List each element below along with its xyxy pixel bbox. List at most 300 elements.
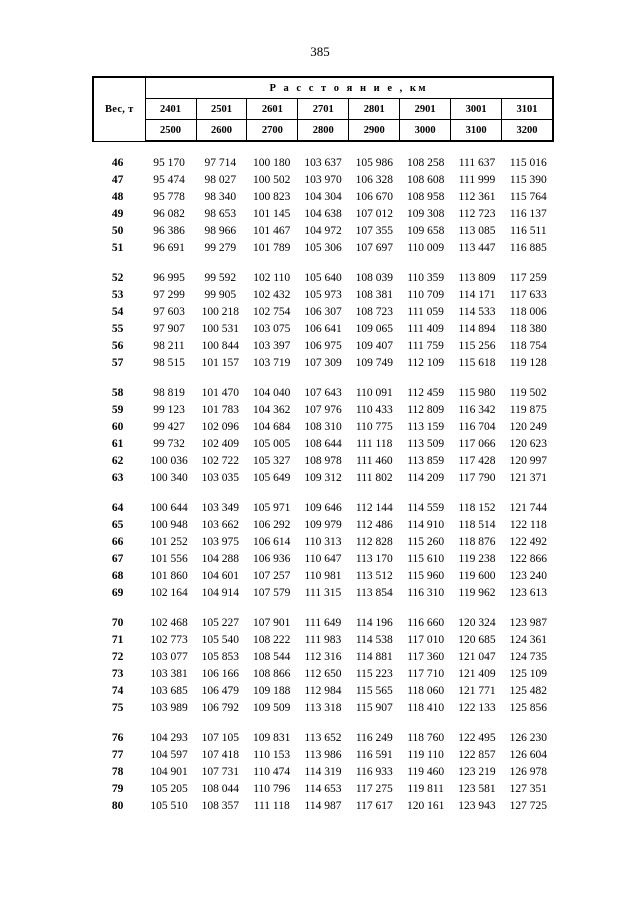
weight-cell: 64 (111, 502, 124, 514)
table-row (92, 189, 554, 206)
rate-cell: 105 640 (304, 272, 342, 284)
table-row (92, 172, 554, 189)
range-to-6: 3000 (400, 120, 451, 142)
rate-cell: 103 349 (201, 502, 240, 514)
rate-cell: 122 118 (509, 519, 547, 531)
rate-cell: 123 613 (509, 587, 548, 599)
rate-cell: 103 685 (150, 685, 188, 697)
rate-cell: 114 538 (355, 634, 393, 646)
table-header (92, 76, 554, 142)
rate-cell: 120 161 (406, 800, 445, 812)
range-from-8: 3101 (502, 99, 553, 120)
spacer-cell (92, 372, 554, 385)
rate-cell: 105 973 (304, 289, 342, 301)
rate-cell: 117 633 (509, 289, 547, 301)
rate-cell: 104 601 (201, 570, 240, 582)
rate-cell: 106 641 (304, 323, 342, 335)
rate-cell: 107 309 (304, 357, 342, 369)
rate-cell: 99 123 (153, 404, 185, 416)
rate-cell: 102 773 (150, 634, 188, 646)
rate-cell: 98 340 (204, 191, 237, 203)
rate-cell: 106 479 (201, 685, 240, 697)
weight-cell: 49 (111, 208, 124, 220)
rate-cell: 102 096 (201, 421, 240, 433)
rate-cell: 115 260 (407, 536, 445, 548)
rate-cell: 111 118 (253, 800, 290, 812)
weight-cell: 75 (111, 702, 124, 714)
table-row (92, 517, 554, 534)
table-row (92, 700, 554, 717)
rate-cell: 100 644 (150, 502, 188, 514)
rate-cell: 113 859 (407, 455, 445, 467)
rate-cell: 103 662 (201, 519, 240, 531)
weight-cell: 63 (111, 472, 124, 484)
rate-cell: 113 986 (304, 749, 342, 761)
rate-cell: 110 474 (253, 766, 291, 778)
weight-cell: 55 (111, 323, 124, 335)
rate-cell: 95 170 (153, 157, 185, 169)
rate-cell: 124 361 (509, 634, 548, 646)
rate-cell: 99 592 (204, 272, 237, 284)
rate-cell: 119 600 (458, 570, 496, 582)
range-to-7: 3100 (451, 120, 502, 142)
rate-cell: 102 754 (252, 306, 291, 318)
table-row (92, 730, 554, 747)
weight-cell: 68 (111, 570, 124, 582)
rate-cell: 115 960 (407, 570, 445, 582)
rate-cell: 101 467 (252, 225, 291, 237)
weight-cell: 78 (111, 766, 124, 778)
weight-cell: 61 (111, 438, 124, 450)
rate-cell: 104 288 (201, 553, 240, 565)
rate-cell: 113 170 (355, 553, 393, 565)
rate-cell: 101 252 (150, 536, 188, 548)
weight-cell: 46 (111, 157, 124, 169)
rate-cell: 104 972 (304, 225, 342, 237)
rate-cell: 103 035 (201, 472, 240, 484)
table-row (92, 632, 554, 649)
table-row (92, 206, 554, 223)
rate-cell: 119 460 (407, 766, 445, 778)
group-spacer (92, 717, 554, 730)
weight-cell: 54 (111, 306, 124, 318)
rate-cell: 117 259 (509, 272, 547, 284)
rate-cell: 111 759 (407, 340, 444, 352)
rate-cell: 97 907 (153, 323, 185, 335)
rate-cell: 120 997 (509, 455, 548, 467)
range-from-1: 2401 (145, 99, 196, 120)
rate-cell: 114 209 (407, 472, 445, 484)
rate-cell: 125 109 (509, 668, 548, 680)
rate-cell: 120 623 (509, 438, 548, 450)
range-from-7: 3001 (451, 99, 502, 120)
rate-cell: 115 618 (458, 357, 496, 369)
rate-cell: 117 428 (458, 455, 496, 467)
rate-cell: 118 760 (407, 732, 445, 744)
table-row (92, 385, 554, 402)
weight-cell: 66 (111, 536, 124, 548)
rate-cell: 112 459 (407, 387, 445, 399)
rate-cell: 97 714 (204, 157, 237, 169)
rate-cell: 108 866 (252, 668, 291, 680)
rate-cell: 116 704 (458, 421, 496, 433)
rate-cell: 103 637 (304, 157, 342, 169)
rate-cell: 108 258 (406, 157, 445, 169)
rate-cell: 102 110 (253, 272, 291, 284)
weight-column-header: Вес, т (93, 77, 145, 141)
rate-cell: 113 854 (355, 587, 393, 599)
weight-cell: 62 (111, 455, 124, 467)
rate-cell: 122 492 (509, 536, 548, 548)
rate-cell: 105 306 (304, 242, 342, 254)
rate-cell: 105 649 (252, 472, 291, 484)
rate-cell: 104 362 (252, 404, 291, 416)
rate-cell: 107 418 (201, 749, 240, 761)
rate-cell: 95 778 (153, 191, 185, 203)
rate-cell: 119 962 (458, 587, 496, 599)
rate-cell: 108 723 (355, 306, 394, 318)
rate-cell: 103 075 (252, 323, 291, 335)
rate-cell: 121 047 (458, 651, 496, 663)
rate-cell: 98 819 (153, 387, 185, 399)
spacer-cell (92, 717, 554, 730)
group-spacer (92, 257, 554, 270)
rate-cell: 113 447 (458, 242, 496, 254)
weight-cell: 70 (111, 617, 124, 629)
rate-cell: 115 390 (509, 174, 547, 186)
rate-cell: 103 719 (252, 357, 291, 369)
rate-cell: 108 039 (355, 272, 394, 284)
rate-cell: 105 986 (355, 157, 394, 169)
rate-cell: 102 722 (201, 455, 240, 467)
rate-cell: 116 137 (509, 208, 547, 220)
rate-cell: 107 257 (252, 570, 291, 582)
rate-cell: 117 617 (355, 800, 393, 812)
rate-cell: 103 077 (150, 651, 188, 663)
weight-cell: 79 (111, 783, 124, 795)
rate-cell: 122 133 (458, 702, 496, 714)
rate-cell: 110 091 (355, 387, 393, 399)
rate-cell: 105 327 (252, 455, 291, 467)
rate-cell: 116 885 (509, 242, 547, 254)
rate-cell: 115 764 (509, 191, 547, 203)
range-to-8: 3200 (502, 120, 553, 142)
rate-cell: 105 540 (201, 634, 240, 646)
rate-cell: 101 860 (150, 570, 188, 582)
table-row (92, 470, 554, 487)
rate-cell: 108 044 (201, 783, 240, 795)
rate-cell: 115 907 (355, 702, 393, 714)
weight-cell: 50 (111, 225, 124, 237)
rate-cell: 114 987 (304, 800, 342, 812)
rate-cell: 119 502 (509, 387, 547, 399)
rate-cell: 107 976 (304, 404, 342, 416)
rate-cell: 112 361 (458, 191, 496, 203)
spacer-cell (92, 487, 554, 500)
rate-cell: 124 735 (509, 651, 548, 663)
rate-cell: 110 359 (407, 272, 445, 284)
rate-cell: 113 509 (407, 438, 445, 450)
rate-cell: 95 474 (153, 174, 185, 186)
weight-cell: 60 (111, 421, 124, 433)
table-row (92, 321, 554, 338)
group-spacer (92, 602, 554, 615)
rate-cell: 103 970 (304, 174, 342, 186)
rate-cell: 110 433 (355, 404, 393, 416)
rate-cell: 114 910 (407, 519, 445, 531)
rate-cell: 117 275 (355, 783, 393, 795)
weight-cell: 56 (111, 340, 124, 352)
rate-cell: 96 386 (153, 225, 185, 237)
rate-cell: 106 614 (252, 536, 291, 548)
rate-cell: 125 482 (509, 685, 548, 697)
rate-cell: 107 731 (201, 766, 240, 778)
weight-cell: 80 (111, 800, 124, 812)
weight-cell: 47 (111, 174, 124, 186)
rate-cell: 110 647 (304, 553, 342, 565)
weight-cell: 51 (111, 242, 124, 254)
rate-cell: 97 603 (153, 306, 185, 318)
rate-cell: 106 670 (355, 191, 394, 203)
rate-cell: 117 790 (458, 472, 496, 484)
rate-cell: 99 279 (204, 242, 237, 254)
rate-cell: 99 732 (153, 438, 185, 450)
range-from-6: 2901 (400, 99, 451, 120)
rate-cell: 122 857 (458, 749, 496, 761)
weight-cell: 48 (111, 191, 124, 203)
rate-cell: 118 410 (407, 702, 445, 714)
rate-cell: 111 059 (407, 306, 444, 318)
rate-cell: 114 533 (458, 306, 496, 318)
rate-cell: 108 310 (304, 421, 342, 433)
rate-cell: 106 792 (201, 702, 240, 714)
rate-cell: 111 118 (356, 438, 393, 450)
rate-cell: 102 468 (150, 617, 188, 629)
weight-cell: 76 (111, 732, 124, 744)
rate-cell: 96 995 (153, 272, 185, 284)
rate-cell: 117 710 (407, 668, 445, 680)
rate-cell: 123 987 (509, 617, 548, 629)
table-row (92, 155, 554, 172)
rate-cell: 101 157 (201, 357, 240, 369)
rate-cell: 117 360 (407, 651, 445, 663)
table-row (92, 764, 554, 781)
rate-cell: 108 608 (406, 174, 445, 186)
rate-cell: 126 978 (509, 766, 548, 778)
range-from-3: 2601 (247, 99, 298, 120)
rate-cell: 125 856 (509, 702, 548, 714)
weight-cell: 69 (111, 587, 124, 599)
rate-cell: 118 060 (407, 685, 445, 697)
rate-cell: 104 684 (252, 421, 291, 433)
rate-cell: 100 844 (201, 340, 240, 352)
range-from-row (93, 99, 553, 120)
rate-cell: 113 652 (304, 732, 342, 744)
rate-cell: 107 579 (252, 587, 291, 599)
rate-cell: 109 646 (304, 502, 342, 514)
rate-cell: 123 581 (458, 783, 496, 795)
rate-cell: 108 357 (201, 800, 240, 812)
rate-cell: 109 509 (252, 702, 291, 714)
table-row (92, 270, 554, 287)
rate-cell: 113 085 (458, 225, 496, 237)
rate-cell: 97 299 (153, 289, 185, 301)
group-spacer (92, 372, 554, 385)
rate-cell: 118 514 (458, 519, 496, 531)
rate-cell: 102 164 (150, 587, 188, 599)
table-body (92, 142, 554, 815)
rate-cell: 104 597 (150, 749, 188, 761)
rate-cell: 101 145 (252, 208, 291, 220)
rate-cell: 112 486 (355, 519, 393, 531)
rate-cell: 110 709 (407, 289, 445, 301)
rate-cell: 119 110 (407, 749, 444, 761)
table-row (92, 534, 554, 551)
rate-cell: 115 610 (407, 553, 445, 565)
rate-cell: 99 905 (204, 289, 237, 301)
rate-cell: 118 754 (509, 340, 547, 352)
range-to-5: 2900 (349, 120, 400, 142)
rate-cell: 115 256 (458, 340, 496, 352)
rate-cell: 112 984 (304, 685, 342, 697)
rate-cell: 120 249 (509, 421, 548, 433)
rate-cell: 111 802 (356, 472, 393, 484)
rate-cell: 121 771 (458, 685, 496, 697)
table-row (92, 649, 554, 666)
rate-cell: 96 691 (153, 242, 185, 254)
rate-cell: 127 351 (509, 783, 548, 795)
rate-cell: 107 355 (355, 225, 394, 237)
table-row (92, 419, 554, 436)
rate-cell: 108 222 (252, 634, 291, 646)
rate-cell: 103 381 (150, 668, 188, 680)
table-row (92, 798, 554, 815)
group-spacer (92, 487, 554, 500)
rate-cell: 108 958 (406, 191, 445, 203)
weight-cell: 58 (111, 387, 124, 399)
rate-cell: 100 180 (252, 157, 291, 169)
rate-cell: 110 775 (355, 421, 393, 433)
rate-cell: 107 643 (304, 387, 342, 399)
rate-cell: 105 005 (252, 438, 291, 450)
rate-cell: 110 153 (253, 749, 291, 761)
table-row (92, 436, 554, 453)
rate-cell: 109 979 (304, 519, 342, 531)
rate-cell: 114 319 (304, 766, 342, 778)
rate-cell: 100 502 (252, 174, 291, 186)
rate-cell: 106 328 (355, 174, 394, 186)
rate-cell: 106 936 (252, 553, 291, 565)
rate-cell: 121 371 (509, 472, 548, 484)
rate-cell: 107 901 (252, 617, 291, 629)
rate-cell: 112 723 (458, 208, 496, 220)
weight-cell: 52 (111, 272, 124, 284)
rate-cell: 120 685 (458, 634, 496, 646)
rate-cell: 118 152 (458, 502, 496, 514)
rate-cell: 111 999 (458, 174, 496, 186)
table-row (92, 683, 554, 700)
rate-cell: 119 128 (509, 357, 547, 369)
table-row (92, 666, 554, 683)
range-from-4: 2701 (298, 99, 349, 120)
rate-cell: 113 159 (407, 421, 445, 433)
distance-header: Р а с с т о я н и е , км (145, 77, 553, 99)
rate-cell: 111 649 (304, 617, 342, 629)
weight-cell: 77 (111, 749, 124, 761)
table-row (92, 402, 554, 419)
rate-cell: 101 470 (201, 387, 240, 399)
table-row (92, 585, 554, 602)
rate-cell: 112 828 (355, 536, 393, 548)
spacer-cell (92, 142, 554, 155)
rate-cell: 112 144 (355, 502, 393, 514)
weight-cell: 53 (111, 289, 124, 301)
rate-cell: 105 205 (150, 783, 188, 795)
table-row (92, 781, 554, 798)
rate-cell: 101 556 (150, 553, 188, 565)
rate-cell: 104 304 (304, 191, 342, 203)
rate-cell: 100 531 (201, 323, 240, 335)
rate-cell: 105 510 (150, 800, 188, 812)
rate-cell: 104 638 (304, 208, 342, 220)
rate-cell: 116 342 (458, 404, 496, 416)
rate-cell: 106 292 (252, 519, 291, 531)
weight-cell: 67 (111, 553, 124, 565)
table-row (92, 338, 554, 355)
rate-cell: 115 223 (355, 668, 393, 680)
rate-cell: 109 831 (252, 732, 291, 744)
table-row (92, 355, 554, 372)
rate-cell: 102 432 (252, 289, 291, 301)
rate-cell: 111 637 (458, 157, 496, 169)
rate-cell: 104 040 (252, 387, 291, 399)
rate-cell: 126 230 (509, 732, 548, 744)
rate-cell: 118 006 (509, 306, 547, 318)
rate-cell: 114 559 (407, 502, 445, 514)
rate-cell: 108 644 (304, 438, 342, 450)
rate-cell: 115 980 (458, 387, 496, 399)
rate-cell: 109 749 (355, 357, 394, 369)
rate-cell: 107 012 (355, 208, 394, 220)
rate-cell: 111 409 (407, 323, 444, 335)
rate-cell: 121 409 (458, 668, 496, 680)
rate-cell: 100 218 (201, 306, 240, 318)
rate-cell: 116 660 (407, 617, 445, 629)
rate-cell: 110 009 (407, 242, 445, 254)
rate-cell: 98 966 (204, 225, 237, 237)
weight-cell: 71 (111, 634, 124, 646)
rate-cell: 118 876 (458, 536, 496, 548)
rate-cell: 101 789 (252, 242, 291, 254)
rate-cell: 116 511 (510, 225, 547, 237)
rate-cell: 119 238 (458, 553, 496, 565)
rate-cell: 106 166 (201, 668, 240, 680)
rate-cell: 112 809 (407, 404, 445, 416)
table-row (92, 453, 554, 470)
weight-cell: 74 (111, 685, 124, 697)
rate-cell: 111 315 (304, 587, 342, 599)
rate-cell: 96 082 (153, 208, 185, 220)
range-to-3: 2700 (247, 120, 298, 142)
rate-cell: 107 105 (201, 732, 240, 744)
rate-cell: 113 512 (355, 570, 393, 582)
spacer-cell (92, 602, 554, 615)
rate-cell: 98 515 (153, 357, 185, 369)
rate-cell: 119 875 (509, 404, 547, 416)
table-row (92, 240, 554, 257)
rate-cell: 114 653 (304, 783, 342, 795)
rate-cell: 103 975 (201, 536, 240, 548)
